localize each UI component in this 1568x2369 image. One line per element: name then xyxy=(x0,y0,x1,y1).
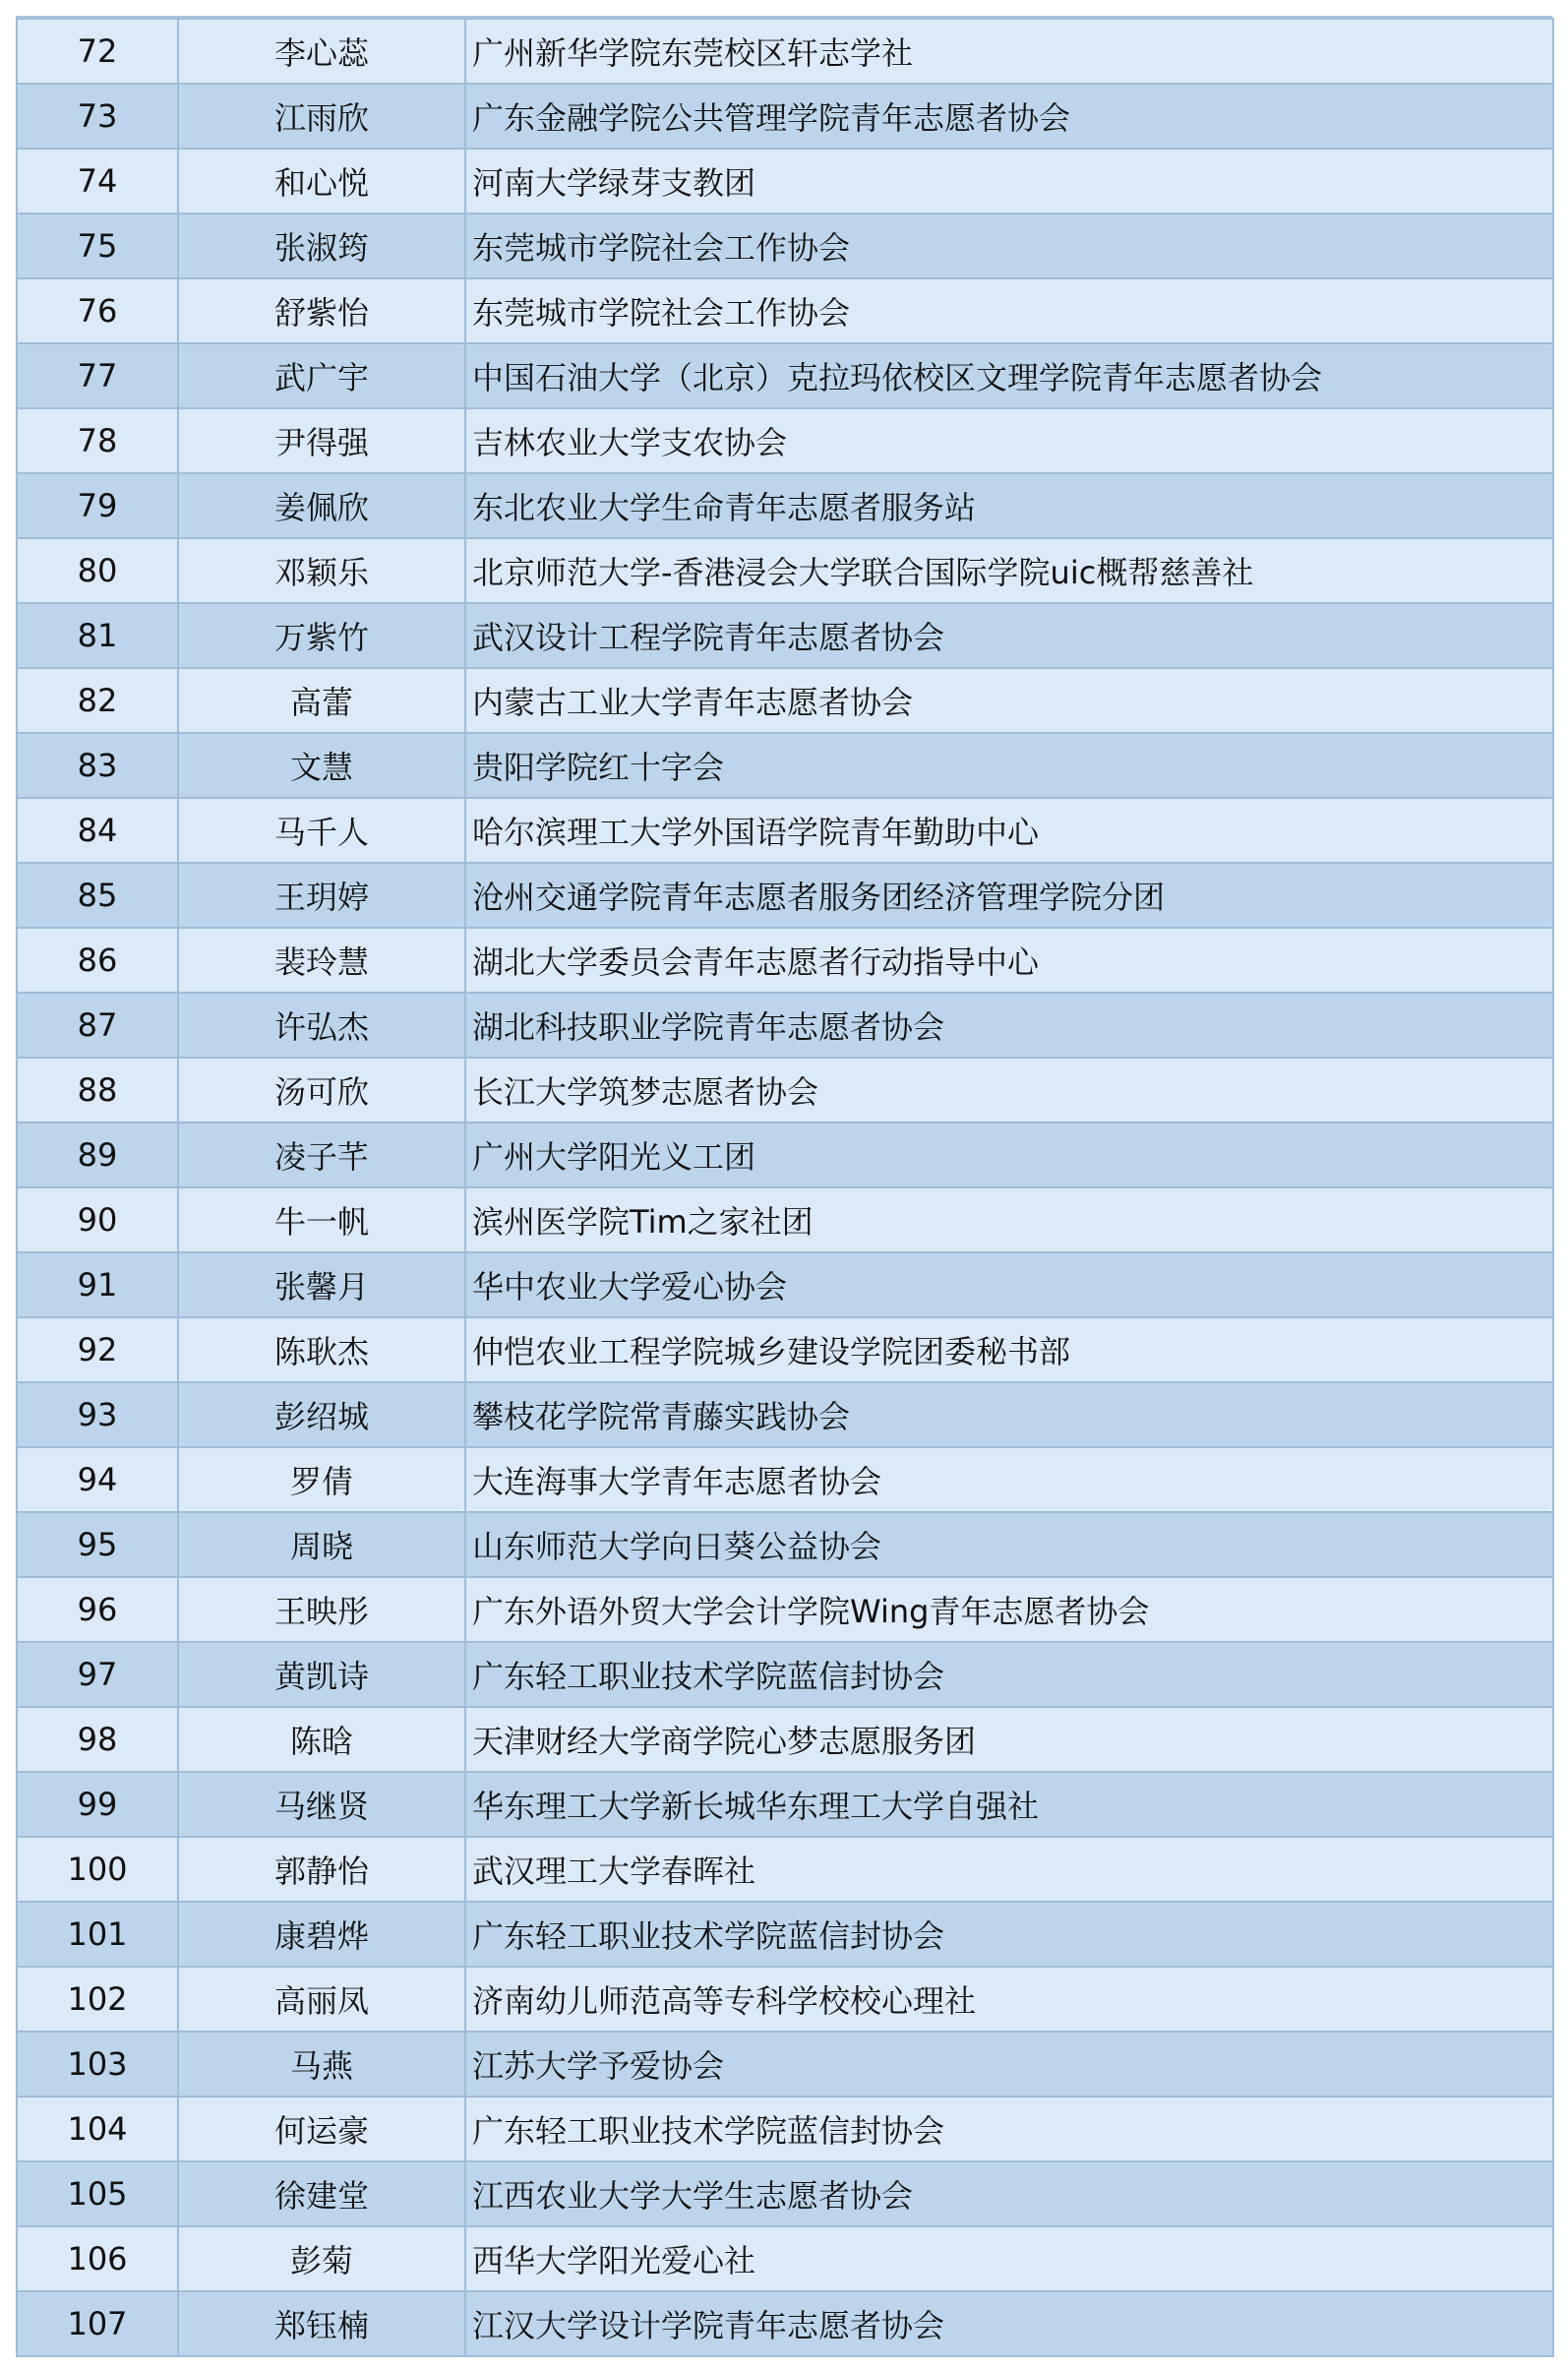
table-row xyxy=(17,2291,1553,2356)
name-cell: 周晓 xyxy=(178,1512,465,1577)
name-cell: 万紫竹 xyxy=(178,603,465,668)
organization-cell: 广东金融学院公共管理学院青年志愿者协会 xyxy=(465,84,1553,149)
row-number-cell: 94 xyxy=(17,1447,178,1512)
table-row xyxy=(17,603,1553,668)
table-row xyxy=(17,1642,1553,1707)
name-cell: 邓颖乐 xyxy=(178,538,465,603)
name-cell: 凌子芊 xyxy=(178,1123,465,1187)
table-row xyxy=(17,1577,1553,1642)
table-row xyxy=(17,993,1553,1058)
row-number-cell: 85 xyxy=(17,863,178,928)
row-number-cell: 99 xyxy=(17,1772,178,1837)
table-row xyxy=(17,863,1553,928)
row-number-cell: 87 xyxy=(17,993,178,1058)
organization-cell: 东北农业大学生命青年志愿者服务站 xyxy=(465,473,1553,538)
organization-cell: 吉林农业大学支农协会 xyxy=(465,408,1553,473)
table-row xyxy=(17,213,1553,278)
organization-cell: 内蒙古工业大学青年志愿者协会 xyxy=(465,668,1553,733)
organization-cell: 武汉理工大学春晖社 xyxy=(465,1837,1553,1902)
row-number-cell: 103 xyxy=(17,2032,178,2096)
name-cell: 张馨月 xyxy=(178,1252,465,1317)
row-number-cell: 79 xyxy=(17,473,178,538)
organization-cell: 江苏大学予爱协会 xyxy=(465,2032,1553,2096)
row-number-cell: 72 xyxy=(17,19,178,84)
name-cell: 和心悦 xyxy=(178,149,465,213)
organization-cell: 东莞城市学院社会工作协会 xyxy=(465,213,1553,278)
table-row xyxy=(17,1512,1553,1577)
row-number-cell: 73 xyxy=(17,84,178,149)
name-cell: 李心蕊 xyxy=(178,19,465,84)
organization-cell: 江西农业大学大学生志愿者协会 xyxy=(465,2161,1553,2226)
name-cell: 牛一帆 xyxy=(178,1187,465,1252)
table-row xyxy=(17,84,1553,149)
organization-cell: 东莞城市学院社会工作协会 xyxy=(465,278,1553,343)
name-cell: 马千人 xyxy=(178,798,465,863)
name-cell: 康碧烨 xyxy=(178,1902,465,1967)
row-number-cell: 75 xyxy=(17,213,178,278)
organization-cell: 长江大学筑梦志愿者协会 xyxy=(465,1058,1553,1123)
table-row xyxy=(17,928,1553,993)
name-cell: 尹得强 xyxy=(178,408,465,473)
organization-cell: 江汉大学设计学院青年志愿者协会 xyxy=(465,2291,1553,2356)
organization-cell: 滨州医学院Tim之家社团 xyxy=(465,1187,1553,1252)
table-row xyxy=(17,1058,1553,1123)
organization-cell: 湖北大学委员会青年志愿者行动指导中心 xyxy=(465,928,1553,993)
row-number-cell: 86 xyxy=(17,928,178,993)
organization-cell: 河南大学绿芽支教团 xyxy=(465,149,1553,213)
row-number-cell: 88 xyxy=(17,1058,178,1123)
table-row xyxy=(17,668,1553,733)
organization-cell: 北京师范大学-香港浸会大学联合国际学院uic概帮慈善社 xyxy=(465,538,1553,603)
name-cell: 汤可欣 xyxy=(178,1058,465,1123)
table-row xyxy=(17,2161,1553,2226)
row-number-cell: 92 xyxy=(17,1317,178,1382)
organization-cell: 华东理工大学新长城华东理工大学自强社 xyxy=(465,1772,1553,1837)
row-number-cell: 93 xyxy=(17,1382,178,1447)
table-row xyxy=(17,1447,1553,1512)
table-row xyxy=(17,1317,1553,1382)
name-cell: 张淑筠 xyxy=(178,213,465,278)
organization-cell: 广州新华学院东莞校区轩志学社 xyxy=(465,19,1553,84)
table-row xyxy=(17,343,1553,408)
row-number-cell: 97 xyxy=(17,1642,178,1707)
name-cell: 陈耿杰 xyxy=(178,1317,465,1382)
table-row xyxy=(17,1382,1553,1447)
name-cell: 马燕 xyxy=(178,2032,465,2096)
organization-cell: 贵阳学院红十字会 xyxy=(465,733,1553,798)
row-number-cell: 106 xyxy=(17,2226,178,2291)
name-cell: 王玥婷 xyxy=(178,863,465,928)
table-row xyxy=(17,1967,1553,2032)
table-row xyxy=(17,278,1553,343)
name-cell: 郑钰楠 xyxy=(178,2291,465,2356)
organization-cell: 湖北科技职业学院青年志愿者协会 xyxy=(465,993,1553,1058)
organization-cell: 华中农业大学爱心协会 xyxy=(465,1252,1553,1317)
organization-cell: 西华大学阳光爱心社 xyxy=(465,2226,1553,2291)
row-number-cell: 81 xyxy=(17,603,178,668)
row-number-cell: 102 xyxy=(17,1967,178,2032)
volunteer-table-sheet xyxy=(16,16,1552,2357)
organization-cell: 大连海事大学青年志愿者协会 xyxy=(465,1447,1553,1512)
name-cell: 江雨欣 xyxy=(178,84,465,149)
name-cell: 姜佩欣 xyxy=(178,473,465,538)
organization-cell: 攀枝花学院常青藤实践协会 xyxy=(465,1382,1553,1447)
row-number-cell: 83 xyxy=(17,733,178,798)
name-cell: 黄凯诗 xyxy=(178,1642,465,1707)
row-number-cell: 80 xyxy=(17,538,178,603)
name-cell: 徐建堂 xyxy=(178,2161,465,2226)
row-number-cell: 105 xyxy=(17,2161,178,2226)
row-number-cell: 101 xyxy=(17,1902,178,1967)
volunteer-table xyxy=(16,18,1554,2357)
table-row xyxy=(17,408,1553,473)
row-number-cell: 78 xyxy=(17,408,178,473)
table-row xyxy=(17,1707,1553,1772)
organization-cell: 武汉设计工程学院青年志愿者协会 xyxy=(465,603,1553,668)
table-row xyxy=(17,1902,1553,1967)
name-cell: 高蕾 xyxy=(178,668,465,733)
table-row xyxy=(17,2096,1553,2161)
organization-cell: 广东轻工职业技术学院蓝信封协会 xyxy=(465,1642,1553,1707)
organization-cell: 广州大学阳光义工团 xyxy=(465,1123,1553,1187)
row-number-cell: 100 xyxy=(17,1837,178,1902)
organization-cell: 广东外语外贸大学会计学院Wing青年志愿者协会 xyxy=(465,1577,1553,1642)
row-number-cell: 104 xyxy=(17,2096,178,2161)
row-number-cell: 76 xyxy=(17,278,178,343)
row-number-cell: 77 xyxy=(17,343,178,408)
name-cell: 彭绍城 xyxy=(178,1382,465,1447)
table-row xyxy=(17,2226,1553,2291)
table-row xyxy=(17,733,1553,798)
row-number-cell: 74 xyxy=(17,149,178,213)
table-row xyxy=(17,1837,1553,1902)
table-row xyxy=(17,473,1553,538)
row-number-cell: 89 xyxy=(17,1123,178,1187)
name-cell: 许弘杰 xyxy=(178,993,465,1058)
table-body xyxy=(17,19,1553,2356)
table-row xyxy=(17,2032,1553,2096)
organization-cell: 山东师范大学向日葵公益协会 xyxy=(465,1512,1553,1577)
row-number-cell: 90 xyxy=(17,1187,178,1252)
name-cell: 陈晗 xyxy=(178,1707,465,1772)
table-row xyxy=(17,1772,1553,1837)
name-cell: 马继贤 xyxy=(178,1772,465,1837)
name-cell: 罗倩 xyxy=(178,1447,465,1512)
row-number-cell: 96 xyxy=(17,1577,178,1642)
name-cell: 何运豪 xyxy=(178,2096,465,2161)
row-number-cell: 91 xyxy=(17,1252,178,1317)
row-number-cell: 98 xyxy=(17,1707,178,1772)
row-number-cell: 84 xyxy=(17,798,178,863)
name-cell: 高丽凤 xyxy=(178,1967,465,2032)
organization-cell: 济南幼儿师范高等专科学校校心理社 xyxy=(465,1967,1553,2032)
organization-cell: 广东轻工职业技术学院蓝信封协会 xyxy=(465,2096,1553,2161)
name-cell: 武广宇 xyxy=(178,343,465,408)
organization-cell: 哈尔滨理工大学外国语学院青年勤助中心 xyxy=(465,798,1553,863)
row-number-cell: 95 xyxy=(17,1512,178,1577)
name-cell: 王映彤 xyxy=(178,1577,465,1642)
table-row xyxy=(17,149,1553,213)
row-number-cell: 82 xyxy=(17,668,178,733)
name-cell: 彭菊 xyxy=(178,2226,465,2291)
organization-cell: 广东轻工职业技术学院蓝信封协会 xyxy=(465,1902,1553,1967)
name-cell: 裴玲慧 xyxy=(178,928,465,993)
table-row xyxy=(17,798,1553,863)
organization-cell: 天津财经大学商学院心梦志愿服务团 xyxy=(465,1707,1553,1772)
organization-cell: 中国石油大学（北京）克拉玛依校区文理学院青年志愿者协会 xyxy=(465,343,1553,408)
table-row xyxy=(17,538,1553,603)
name-cell: 郭静怡 xyxy=(178,1837,465,1902)
name-cell: 文慧 xyxy=(178,733,465,798)
row-number-cell: 107 xyxy=(17,2291,178,2356)
table-row xyxy=(17,1187,1553,1252)
name-cell: 舒紫怡 xyxy=(178,278,465,343)
table-row xyxy=(17,1123,1553,1187)
table-row xyxy=(17,19,1553,84)
organization-cell: 仲恺农业工程学院城乡建设学院团委秘书部 xyxy=(465,1317,1553,1382)
table-row xyxy=(17,1252,1553,1317)
organization-cell: 沧州交通学院青年志愿者服务团经济管理学院分团 xyxy=(465,863,1553,928)
